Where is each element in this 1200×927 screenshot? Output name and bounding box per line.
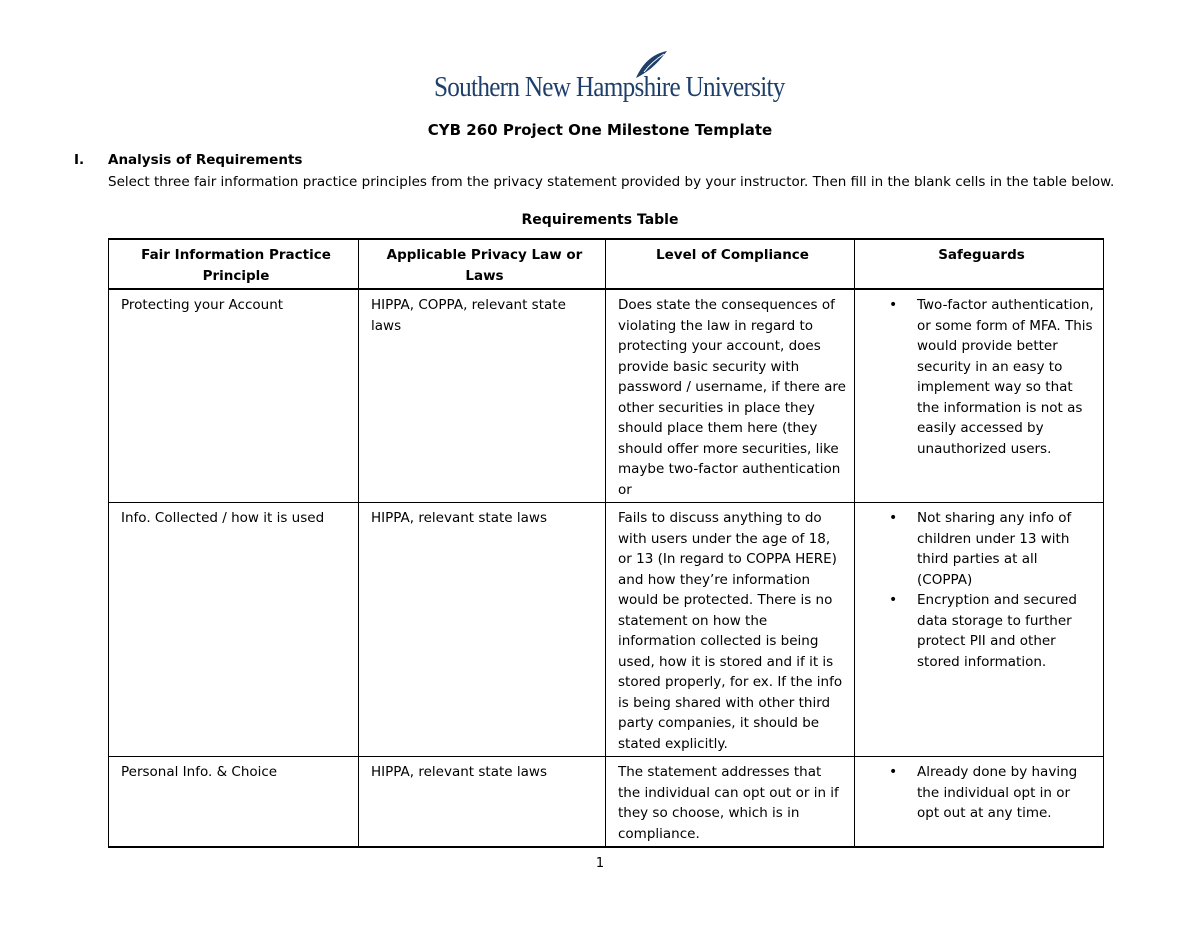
cell-safeguards xyxy=(855,289,1104,503)
cell-principle: Protecting your Account xyxy=(109,289,359,503)
cell-principle: Info. Collected / how it is used xyxy=(109,503,359,757)
cell-compliance: The statement addresses that the individual can opt out or in if they so choose, which is in compliance. xyxy=(606,757,855,848)
section-instructions: Select three fair information practice principles from the privacy statement provided by your instructor. Then fill in the blank cells in the table below. xyxy=(108,174,1115,190)
header-laws: Applicable Privacy Law or Laws xyxy=(359,239,606,289)
header-safeguards: Safeguards xyxy=(855,239,1104,289)
table-row xyxy=(109,289,1104,503)
university-logo xyxy=(434,50,785,106)
table-title: Requirements Table xyxy=(521,212,679,228)
safeguard-item: • Already done by having the individual opt in or opt out at any time. xyxy=(867,762,1096,824)
section-title: Analysis of Requirements xyxy=(108,152,303,168)
table-row xyxy=(109,503,1104,757)
page-number: 1 xyxy=(595,856,605,871)
safeguard-item: • Not sharing any info of children under 13 with third parties at all (COPPA) xyxy=(867,508,1096,590)
cell-safeguards xyxy=(855,503,1104,757)
cell-laws: HIPPA, COPPA, relevant state laws xyxy=(359,289,606,503)
cell-compliance: Fails to discuss anything to do with users under the age of 18, or 13 (In regard to COPPA HERE) and how they’re information would be protected. There is no statement on how the information collected is being used, how it is stored and if it is stored properly, for ex. If the info is being shared with other third party companies, it should be stated explicitly. xyxy=(606,503,855,757)
table-header-row xyxy=(109,239,1104,289)
document-title: CYB 260 Project One Milestone Template xyxy=(427,121,773,139)
cell-principle: Personal Info. & Choice xyxy=(109,757,359,848)
table-row xyxy=(109,757,1104,848)
cell-safeguards xyxy=(855,757,1104,848)
cell-laws: HIPPA, relevant state laws xyxy=(359,503,606,757)
safeguard-item: • Encryption and secured data storage to further protect PII and other stored information. xyxy=(867,590,1096,672)
section-number: I. xyxy=(74,152,85,168)
cell-laws: HIPPA, relevant state laws xyxy=(359,757,606,848)
header-compliance: Level of Compliance xyxy=(606,239,855,289)
cell-compliance: Does state the consequences of violating the law in regard to protecting your account, does provide basic security with password / username, if there are other securities in place they should place them here (they should offer more securities, like maybe two-factor authentication or xyxy=(606,289,855,503)
logo-text: Southern New Hampshire University xyxy=(434,72,785,103)
requirements-table xyxy=(108,238,1104,848)
safeguard-item: • Two-factor authentication, or some form of MFA. This would provide better security in an easy to implement way so that the information is not as easily accessed by unauthorized users. xyxy=(867,295,1096,459)
header-principle: Fair Information Practice Principle xyxy=(109,239,359,289)
